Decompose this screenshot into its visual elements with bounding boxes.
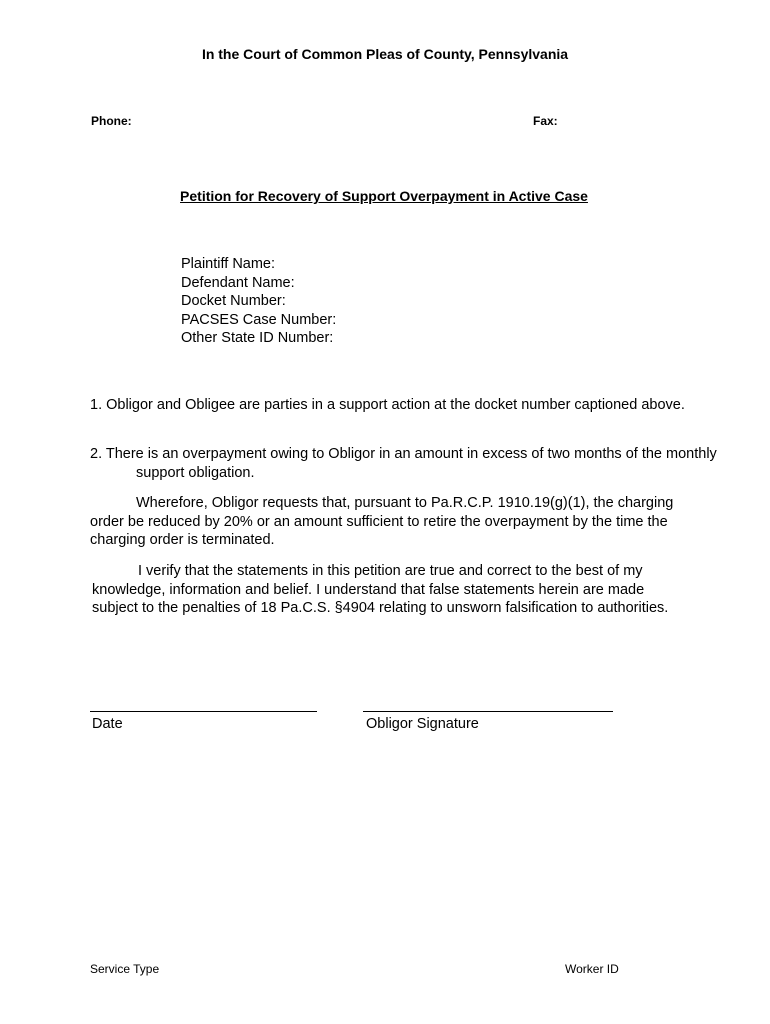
numbered-item-2: 2. There is an overpayment owing to Obligor in an amount in excess of two months of the monthly support obligation. [90,446,717,481]
wherefore-paragraph: Wherefore, Obligor requests that, pursuant to Pa.R.C.P. 1910.19(g)(1), the charging order be reduced by 20% or an amount sufficient to retire the overpayment by the time the charging order is terminated. [90,495,674,548]
other-state-id-label: Other State ID Number: [181,330,334,346]
worker-id-label: Worker ID [565,962,619,976]
date-signature-line [90,711,317,712]
case-caption-block [181,255,336,348]
obligor-signature-label: Obligor Signature [366,716,479,732]
phone-label: Phone: [91,114,132,128]
service-type-label: Service Type [90,962,160,976]
petition-title: Petition for Recovery of Support Overpayment in Active Case [180,188,588,204]
pacses-case-number-label: PACSES Case Number: [181,311,337,328]
fax-label: Fax: [533,114,558,128]
docket-number-label: Docket Number: [181,293,286,309]
date-label: Date [92,716,123,732]
numbered-item-1: 1. Obligor and Obligee are parties in a support action at the docket number captioned above. [90,397,685,413]
verification-paragraph: I verify that the statements in this petition are true and correct to the best of my knowledge, information and belief. I understand that false statements herein are made subject to the penalties of 18 Pa.C.S. §4904 relating to unsworn falsification to authorities. [92,563,669,616]
plaintiff-name-label: Plaintiff Name: [181,256,276,272]
court-title: In the Court of Common Pleas of County, Pennsylvania [201,46,569,62]
obligor-signature-line [363,711,613,712]
defendant-name-label: Defendant Name: [181,274,295,291]
